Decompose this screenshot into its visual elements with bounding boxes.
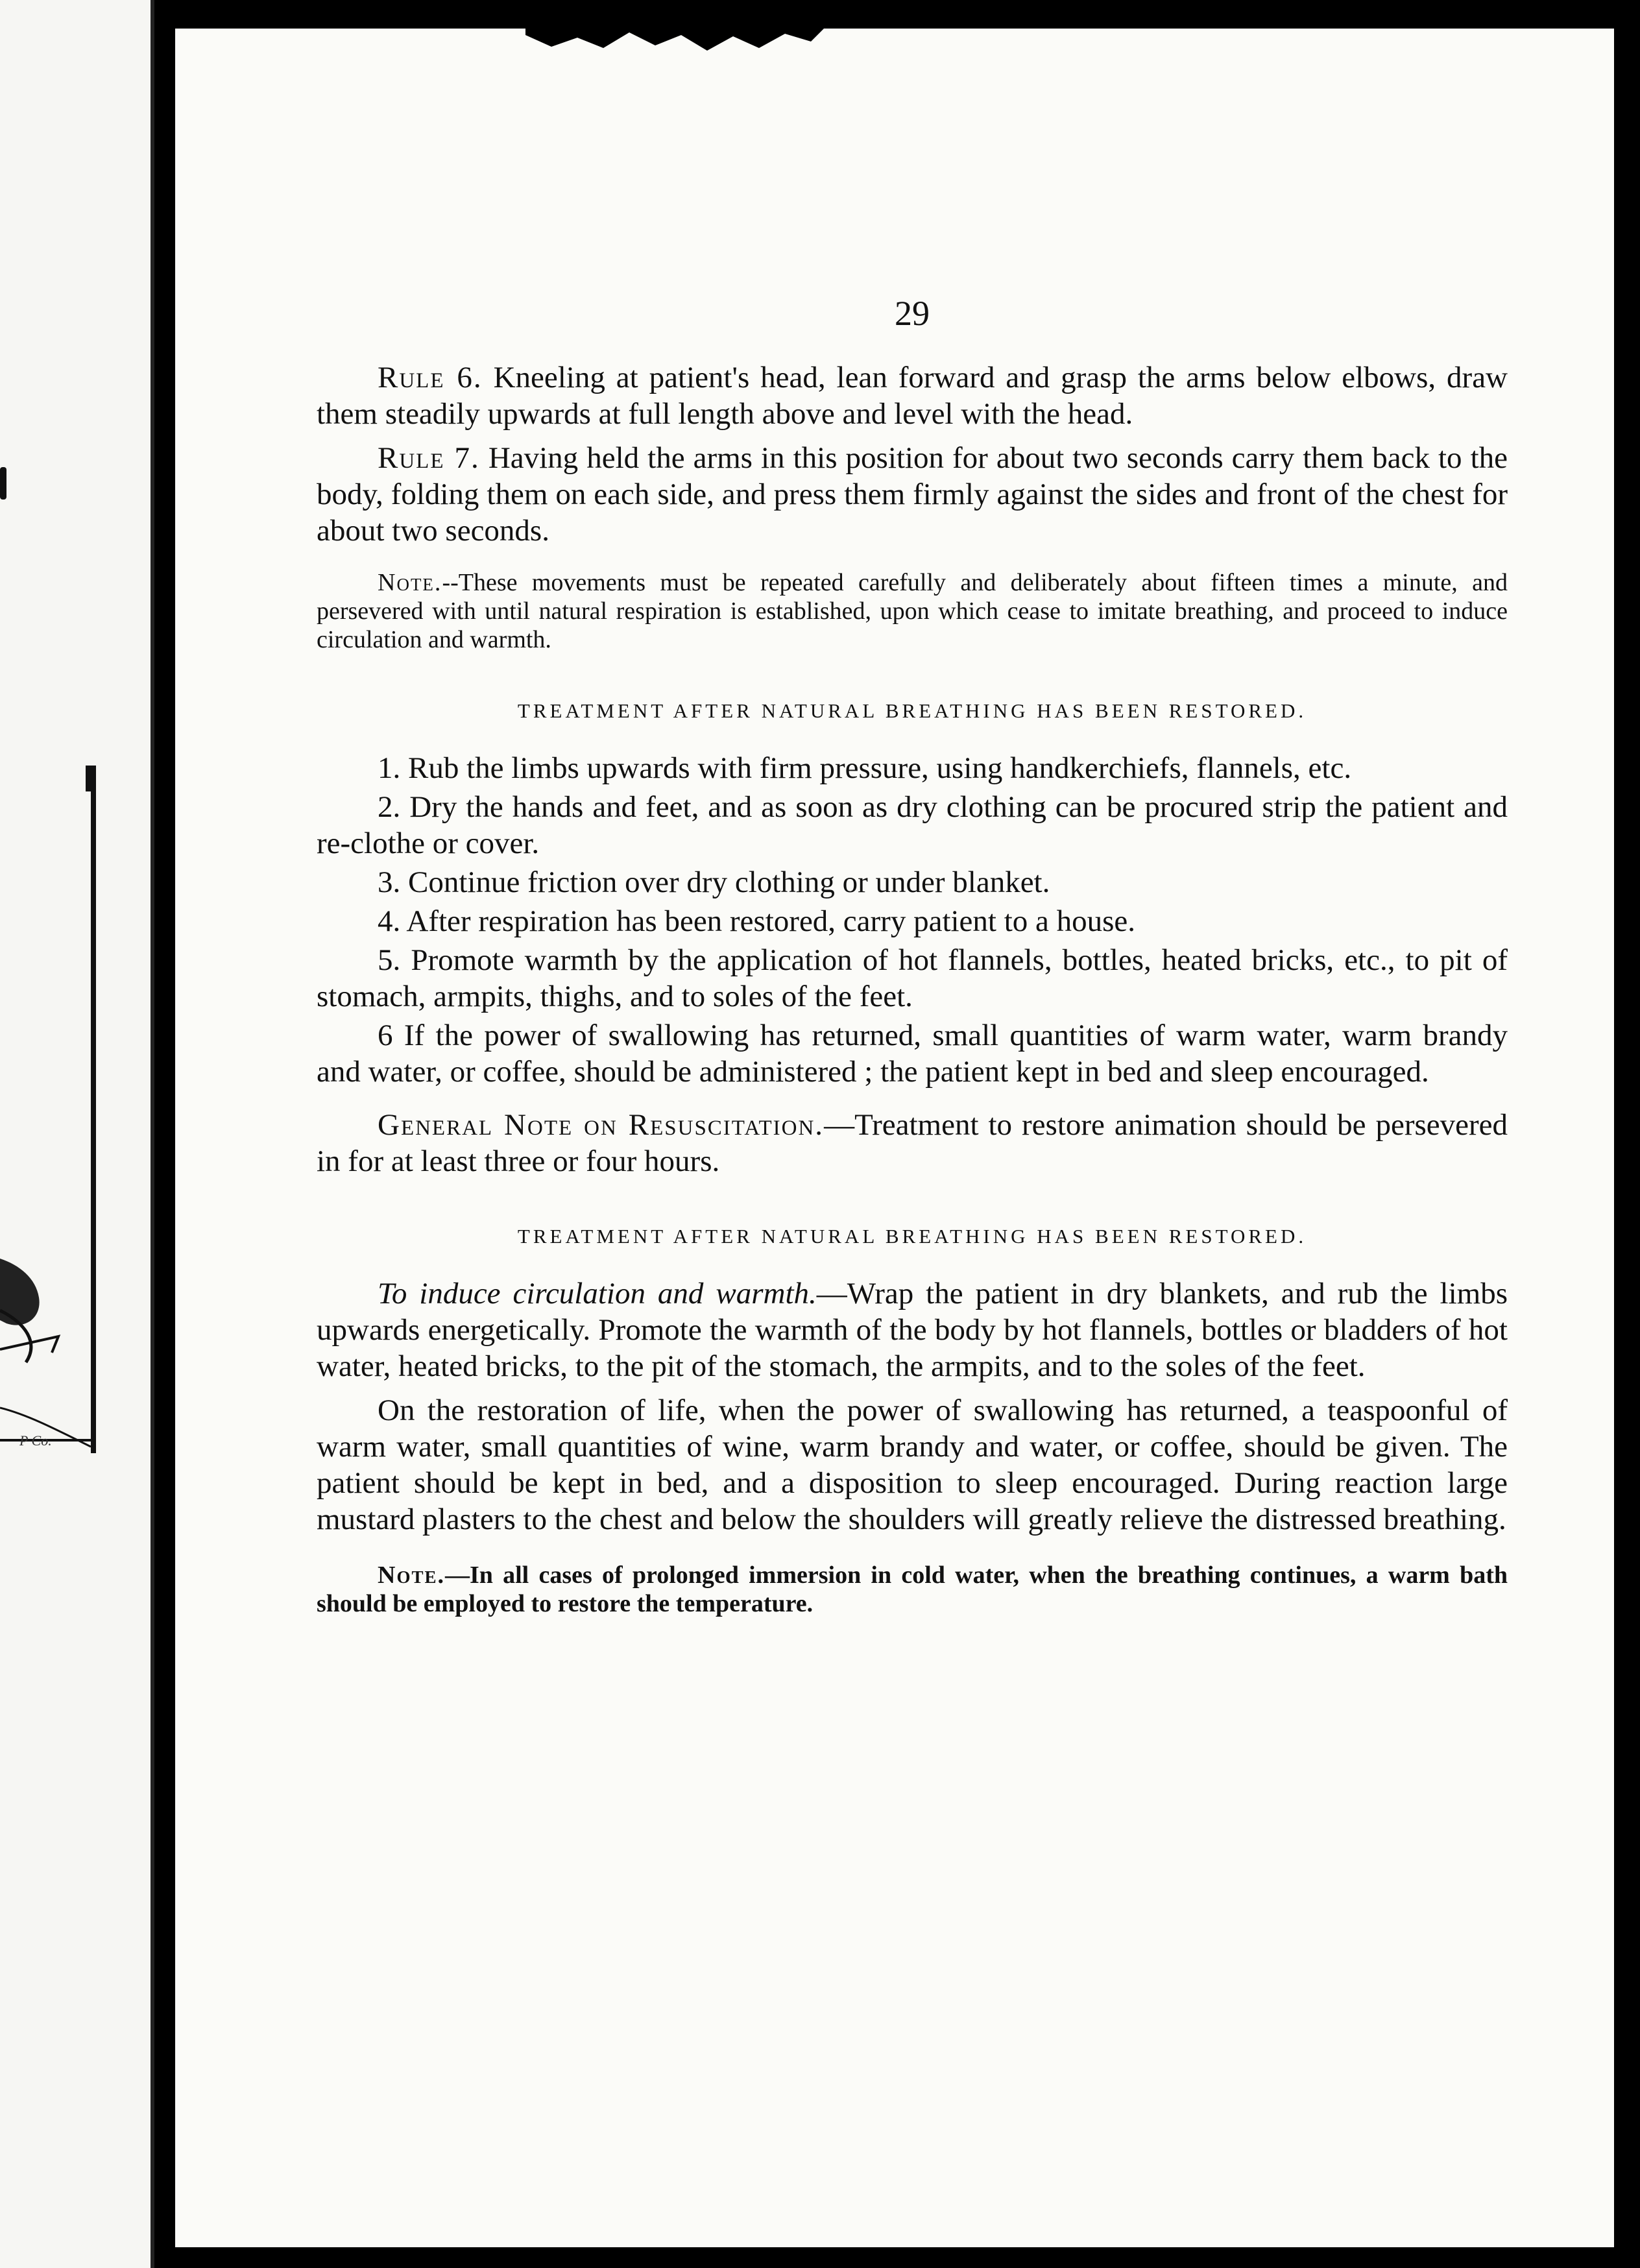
page-number: 29	[895, 294, 930, 333]
closing-note-label: Note.	[378, 1562, 445, 1589]
warmth-text: —Wrap the patient in dry blankets, and rub the limbs upwards energetically. Promote the warmth of the body by hot flannels, bottles or bladders of hot water, heated bricks, to the pit of the stomach, the armpits, and to the soles of the feet.	[317, 1277, 1508, 1383]
ink-mark	[0, 467, 6, 500]
page-content	[317, 262, 1508, 1618]
step-item: 3. Continue friction over dry clothing or under blanket.	[378, 865, 1050, 899]
step-item: 6 If the power of swallowing has returned, small quantities of warm water, warm brandy and water, or coffee, should be administered ; the patient kept in bed and sleep encouraged.	[317, 1019, 1508, 1089]
general-note-label: General Note on Resuscitation.	[378, 1108, 825, 1142]
warmth-lead: To induce circulation and warmth.	[378, 1277, 817, 1310]
note-paragraph	[317, 568, 1508, 654]
closing-note-text: —In all cases of prolonged immersion in cold water, when the breathing continues, a warm bath should be employed to restore the temperature.	[317, 1562, 1508, 1617]
warmth-paragraph	[317, 1275, 1508, 1384]
note-text: --These movements must be repeated carefully and deliberately about fifteen times a minute, and persevered with until natural respiration is established, upon which cease to imitate breathing, and proceed to induce circulation and warmth.	[317, 569, 1508, 653]
illustration-credit: P Co.	[19, 1432, 52, 1449]
section-heading: TREATMENT AFTER NATURAL BREATHING HAS BEEN RESTORED.	[517, 1225, 1307, 1248]
section-heading: TREATMENT AFTER NATURAL BREATHING HAS BEEN RESTORED.	[517, 699, 1307, 722]
rule-7-text: Having held the arms in this position for about two seconds carry them back to the body, folding them on each side, and press them firmly against the sides and front of the chest for about two seconds.	[317, 441, 1508, 548]
step-item: 4. After respiration has been restored, carry patient to a house.	[378, 904, 1136, 938]
general-note-paragraph	[317, 1107, 1508, 1179]
rule-7-paragraph	[317, 440, 1508, 549]
step-item: 5. Promote warmth by the application of hot flannels, bottles, heated bricks, etc., to pit of stomach, armpits, thighs, and to soles of the feet.	[317, 943, 1508, 1013]
rule-7-label: Rule 7.	[378, 441, 480, 475]
step-item: 1. Rub the limbs upwards with firm pressure, using handkerchiefs, flannels, etc.	[378, 751, 1352, 785]
step-item: 2. Dry the hands and feet, and as soon as dry clothing can be procured strip the patient and re-clothe or cover.	[317, 790, 1508, 860]
note-label: Note.	[378, 569, 442, 596]
rule-6-paragraph	[317, 359, 1508, 432]
rule-6-label: Rule 6.	[378, 361, 483, 394]
book-page	[175, 29, 1614, 2247]
closing-note-paragraph	[317, 1561, 1508, 1618]
rule-6-text: Kneeling at patient's head, lean forward and grasp the arms below elbows, draw them steadily upwards at full length above and level with the head.	[317, 361, 1508, 431]
page-gutter	[151, 0, 154, 2268]
general-note-text: —Treatment to restore animation should be persevered in for at least three or four hours.	[317, 1108, 1508, 1178]
torn-edge	[525, 29, 824, 57]
illustration-fragment	[0, 766, 97, 1453]
facing-page-strip	[0, 0, 153, 2268]
restoration-paragraph: On the restoration of life, when the power of swallowing has returned, a teaspoonful of warm water, small quantities of wine, warm brandy and water, or coffee, should be given. The patient should be kept in bed, and a disposition to sleep encouraged. During reaction large mustard plasters to the chest and below the shoulders will greatly relieve the distressed breathing.	[317, 1393, 1508, 1536]
